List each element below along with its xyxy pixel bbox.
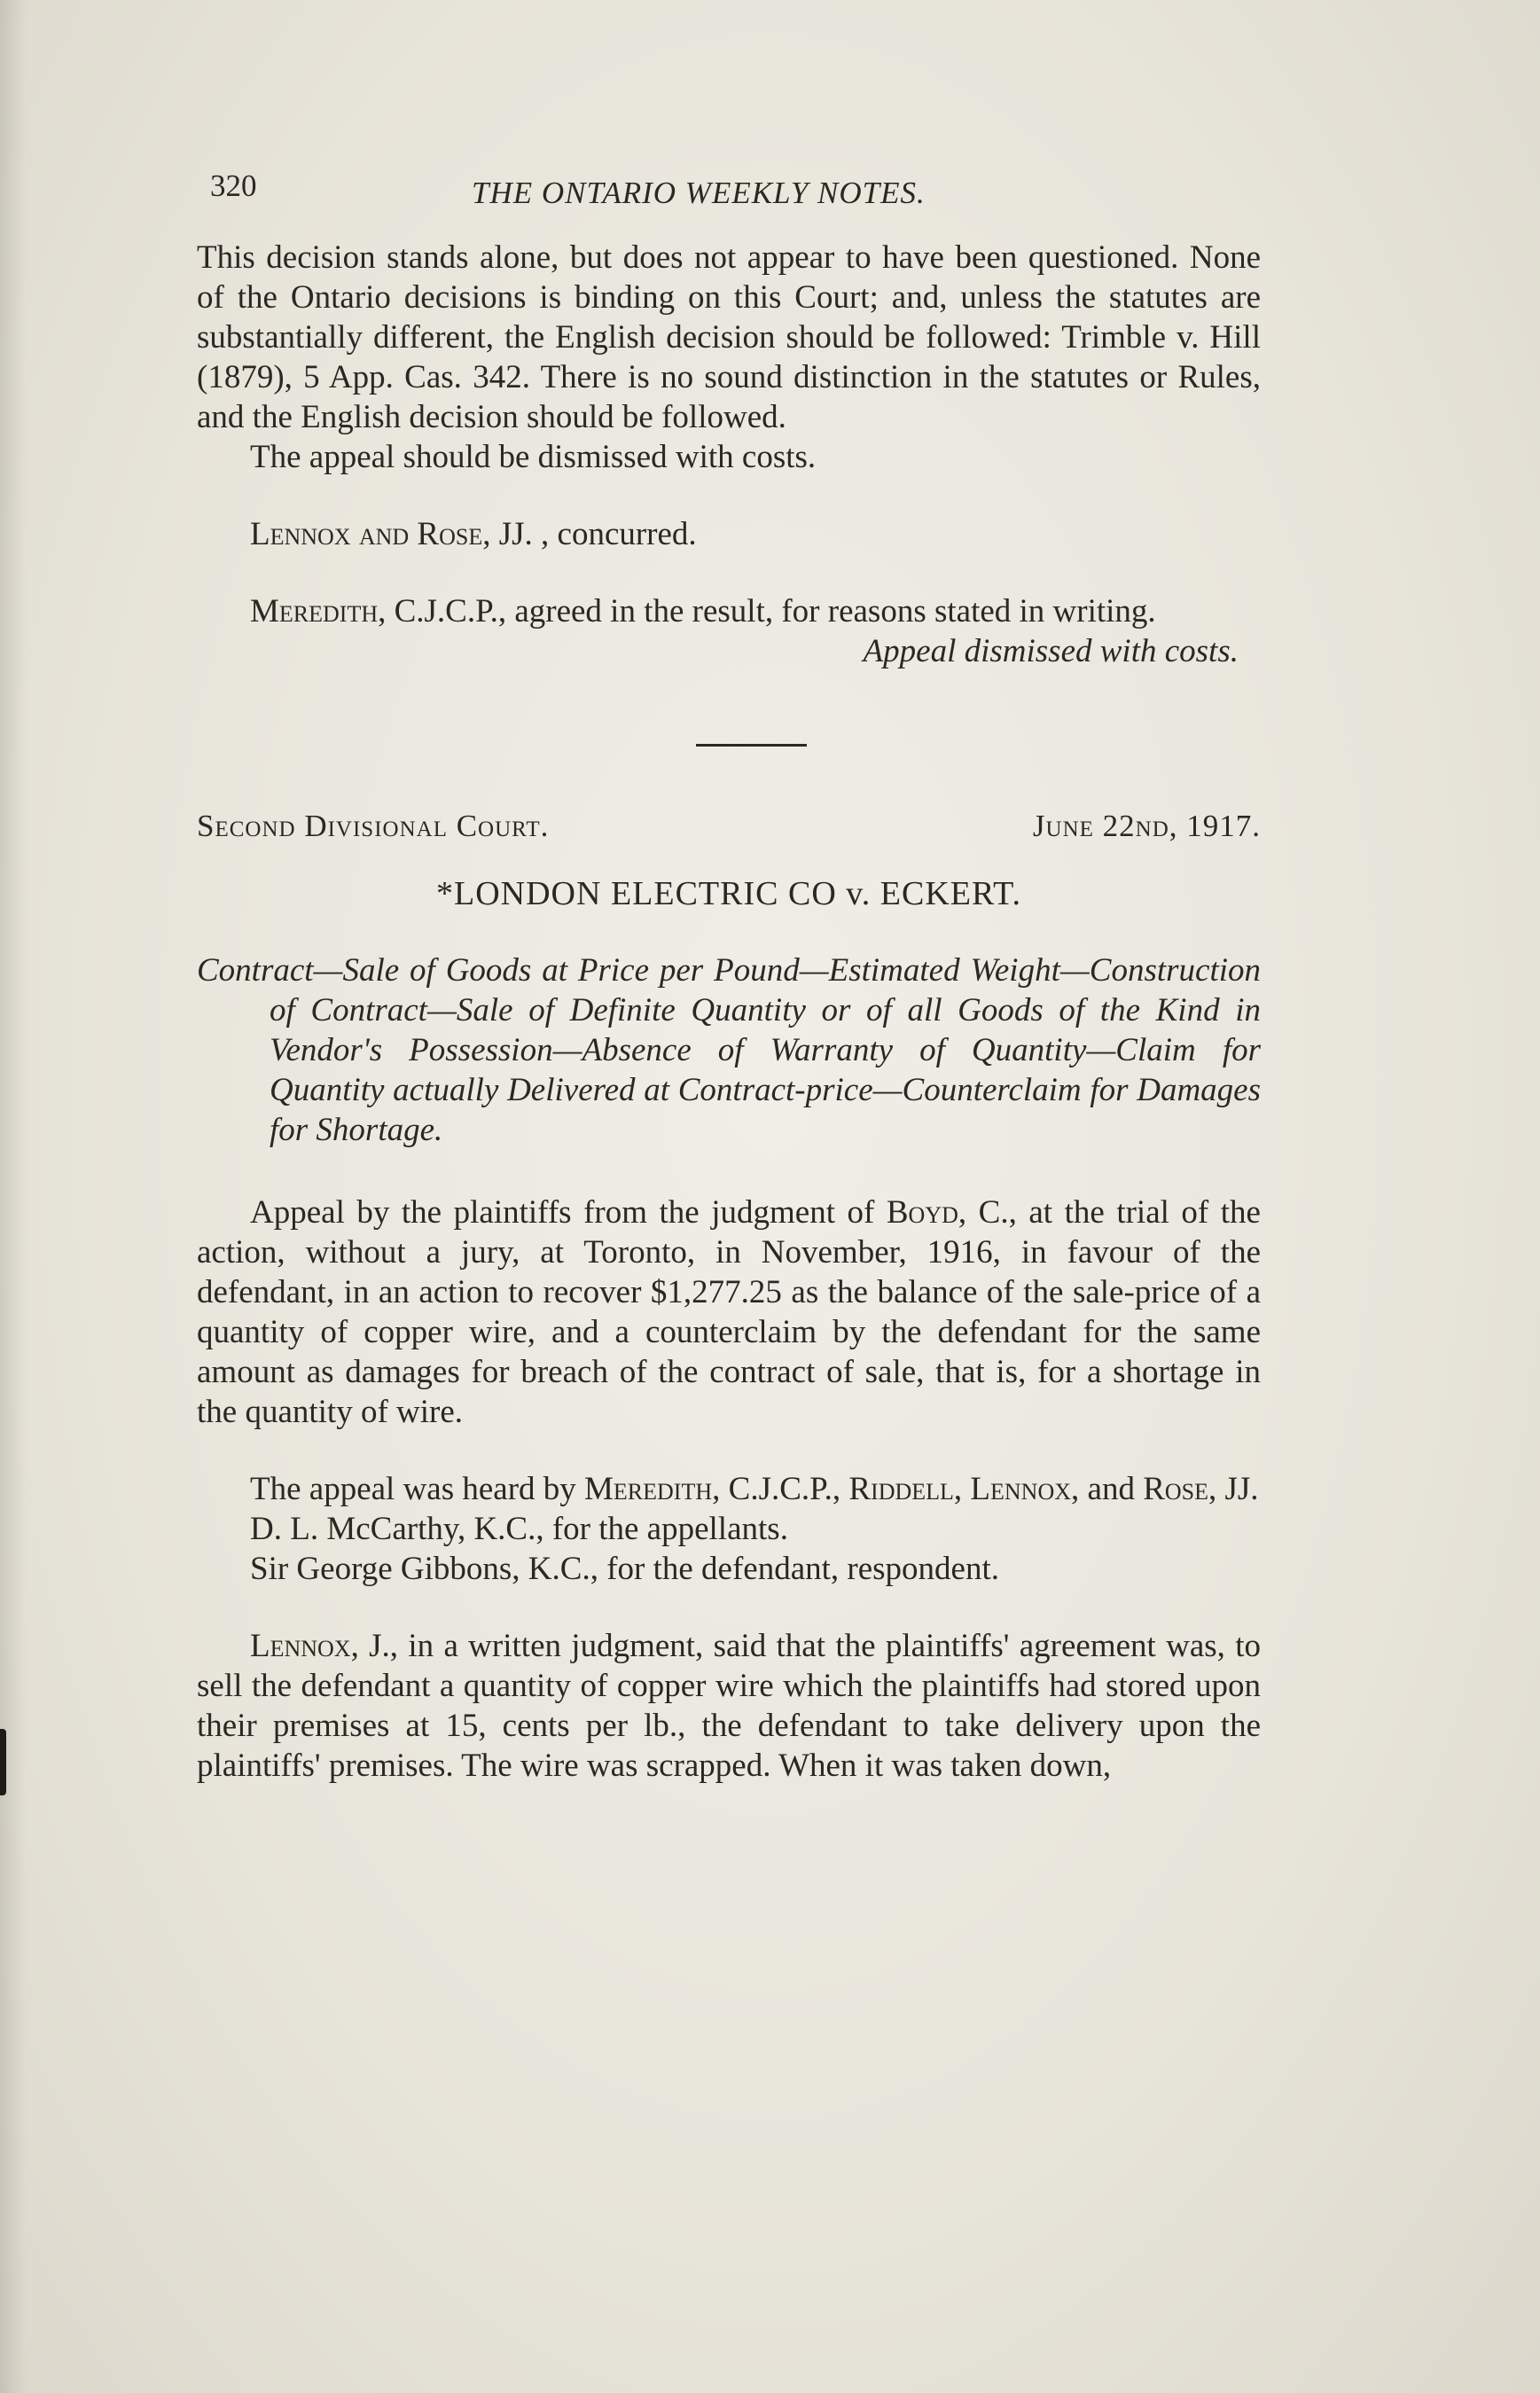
court-name: Second Divisional Court. (197, 809, 550, 843)
court-header (197, 809, 1261, 849)
appeal-text-start: Appeal by the plaintiffs from the judgment of (250, 1194, 887, 1231)
counsel-appellants: D. L. McCarthy, K.C., for the appellants. (250, 1511, 788, 1547)
counsel-respondent: Sir George Gibbons, K.C., for the defendant, respondent. (250, 1551, 1000, 1587)
hearing-text-end: , JJ. (1208, 1471, 1259, 1507)
binding-shadow (0, 0, 27, 2393)
hearing-judge: Riddell (848, 1471, 954, 1507)
case-result: Appeal dismissed with costs. (863, 633, 1239, 669)
page-number: 320 (210, 168, 257, 203)
judgment-judge: Lennox (250, 1628, 351, 1664)
court-date: June 22nd, 1917. (1032, 809, 1261, 843)
continued-paragraph: This decision stands alone, but does not appear to have been questioned. None of the Ontario decisions is binding on this Court; and, unless the statutes are substantially different, the English decision should be followed: Trimble v. Hill (1879), 5 App. Cas. 342. There is no sound distinction in the statutes or Rules, and the English decision should be followed. (197, 239, 1261, 435)
meredith-paragraph (197, 591, 1261, 631)
judgment-paragraph (197, 1626, 1261, 1786)
meredith-text: , C.J.C.P., agreed in the result, for reasons stated in writing. (378, 593, 1156, 630)
text-column (197, 168, 1261, 1786)
dismissal-paragraph: The appeal should be dismissed with costs. (250, 439, 817, 475)
concurrence-text: , concurred. (532, 516, 697, 552)
running-head (197, 168, 1261, 213)
hearing-separator: , (953, 1471, 971, 1507)
hearing-judge: Rose (1143, 1471, 1208, 1507)
appeal-text-rest: , C., at the trial of the action, without a jury, at Toronto, in November, 1916, in favour of the defendant, in an action to recover $1,277.25 as the balance of the sale-price of a quantity of copper wire, and a counterclaim by the defendant for the same amount as damages for breach of the contract of sale, that is, for a shortage in the quantity of wire. (197, 1194, 1261, 1430)
hearing-separator: , C.J.C.P., (712, 1471, 849, 1507)
headnote: Contract—Sale of Goods at Price per Pound—Estimated Weight—Construction of Contract—Sale of Definite Quantity or of all Goods of the Kind in Vendor's Possession—Absence of Warranty of Quantity—Claim for Quantity actually Delivered at Contract-price—Counterclaim for Damages for Shortage. (197, 952, 1261, 1148)
journal-title: THE ONTARIO WEEKLY NOTES. (472, 176, 926, 210)
case-title: *LONDON ELECTRIC CO v. ECKERT. (436, 875, 1021, 912)
judge-name: Meredith (250, 593, 379, 630)
hearing-text-start: The appeal was heard by (250, 1471, 585, 1507)
concurring-judges: Lennox and Rose, JJ. (250, 516, 533, 552)
appeal-paragraph (197, 1193, 1261, 1432)
trial-judge: Boyd (886, 1194, 958, 1231)
hearing-judge: Lennox (970, 1471, 1072, 1507)
concurrence-paragraph (197, 514, 1261, 554)
judgment-text: , J., in a written judgment, said that the plaintiffs' agreement was, to sell the defendant a quantity of copper wire which the plaintiffs had stored upon their premises at 15, cents per lb., the defendant to take delivery upon the plaintiffs' premises. The wire was scrapped. When it was taken down, (197, 1628, 1261, 1784)
binding-mark (0, 1729, 6, 1795)
section-divider (696, 744, 807, 747)
hearing-separator: , and (1071, 1471, 1144, 1507)
hearing-paragraph (197, 1469, 1261, 1509)
hearing-judge: Meredith (584, 1471, 713, 1507)
